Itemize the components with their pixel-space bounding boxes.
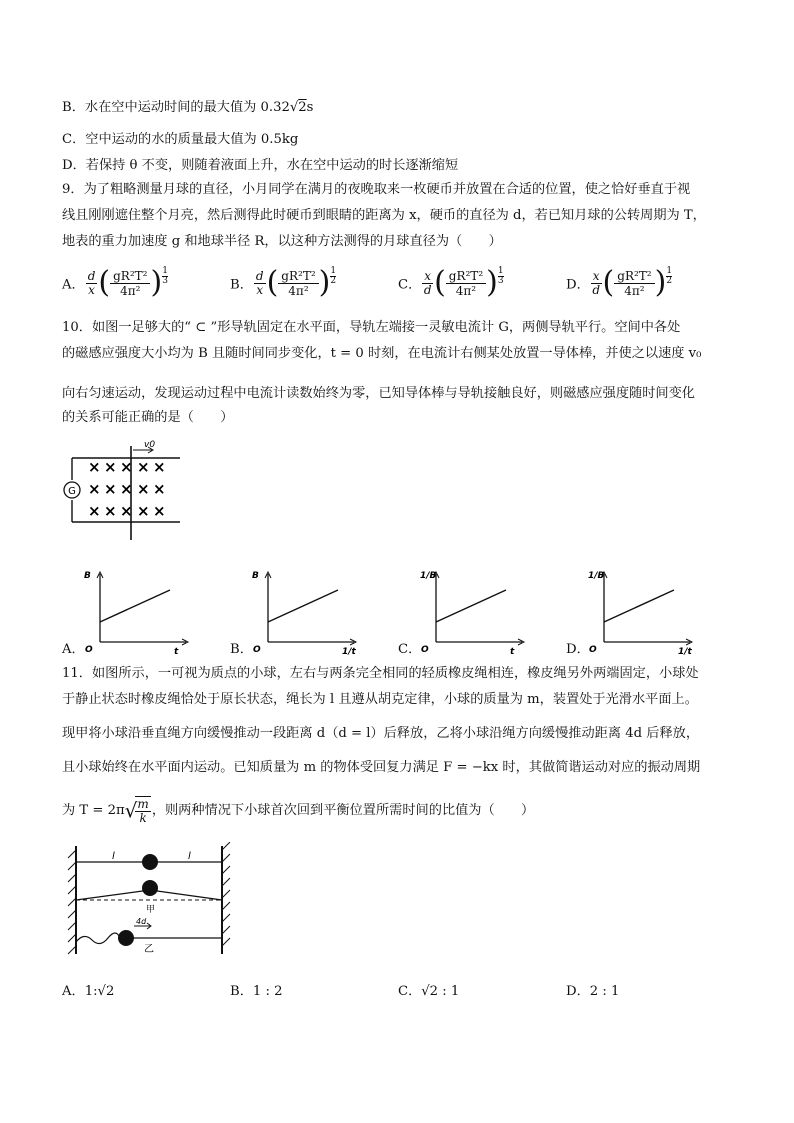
x-axis-label: 1/t xyxy=(342,647,356,656)
q10-option-label-c: C． xyxy=(398,642,422,657)
q11-option-c: C．√2 : 1 xyxy=(398,984,460,999)
q10-graph-d xyxy=(586,566,696,656)
q10-stem-line3: 向右匀速运动，发现运动过程中电流计读数始终为零，已知导体棒与导轨接触良好，则磁感应强度随时间变化 xyxy=(62,386,695,401)
svg-text:甲: 甲 xyxy=(146,905,156,915)
origin-label: O xyxy=(589,645,597,655)
svg-text:×: × xyxy=(88,502,101,520)
graph-line xyxy=(436,590,506,622)
q10-stem-line1: 10．如图一足够大的“ ⊂ ”形导轨固定在水平面，导轨左端接一灵敏电流计 G，两侧导轨平行。空间中各处 xyxy=(62,320,681,335)
svg-text:×: × xyxy=(120,458,133,476)
graph-line xyxy=(604,590,674,622)
q8-option-c: C．空中运动的水的质量最大值为 0.5kg xyxy=(62,132,299,147)
q10-option-label-b: B． xyxy=(230,642,253,657)
q11-spring-diagram xyxy=(62,842,242,960)
q8-option-d: D．若保持 θ 不变，则随着液面上升，水在空中运动的时长逐渐缩短 xyxy=(62,158,459,173)
q11-option-a: A．1:√2 xyxy=(62,984,115,999)
svg-text:l: l xyxy=(112,851,115,862)
graph-line xyxy=(268,590,338,622)
q10-graph-c xyxy=(418,566,528,656)
ball-jia xyxy=(142,880,158,896)
q10-option-label-d: D． xyxy=(566,642,590,657)
origin-label: O xyxy=(85,645,93,655)
q10-rail-diagram xyxy=(62,440,192,550)
svg-text:×: × xyxy=(137,480,150,498)
q9-option-d: D． $\frac{x}{d}$ ( $\frac{\text{gR²T²}}{\text{4π²}}$ ) $\frac{1}{2}$ xyxy=(566,265,673,300)
q11-stem-line3: 现甲将小球沿垂直绳方向缓慢推动一段距离 d（d = l）后释放，乙将小球沿绳方向缓慢推动距离 4d 后释放， xyxy=(62,726,700,741)
y-axis-label: 1/B xyxy=(588,571,605,581)
svg-text:×: × xyxy=(120,480,133,498)
y-axis-label: 1/B xyxy=(420,571,437,581)
svg-text:×: × xyxy=(120,502,133,520)
svg-text:×: × xyxy=(137,458,150,476)
x-axis-label: 1/t xyxy=(678,647,692,656)
svg-text:×: × xyxy=(104,458,117,476)
q9-stem-line2: 线且刚刚遮住整个月亮，然后测得此时硬币到眼睛的距离为 x，硬币的直径为 d，若已知月球的公转周期为 T， xyxy=(62,208,706,223)
ball-yi xyxy=(118,930,134,946)
svg-text:×: × xyxy=(153,502,166,520)
q11-option-b: B．1 : 2 xyxy=(230,984,283,999)
svg-text:×: × xyxy=(88,458,101,476)
svg-text:×: × xyxy=(104,480,117,498)
magnetic-field-crosses xyxy=(88,458,166,520)
x-axis-label: t xyxy=(174,647,179,656)
svg-text:×: × xyxy=(88,480,101,498)
q9-stem-line3: 地表的重力加速度 g 和地球半径 R，以这种方法测得的月球直径为（ ） xyxy=(62,234,502,249)
ball-equilibrium xyxy=(142,854,158,870)
svg-text:×: × xyxy=(153,458,166,476)
svg-text:×: × xyxy=(137,502,150,520)
q10-stem-line4: 的关系可能正确的是（ ） xyxy=(62,410,234,425)
origin-label: O xyxy=(421,645,429,655)
q11-stem-line5: 为 T = 2π√ $\frac{m}{k}$ ，则两种情况下小球首次回到平衡位置所需时间的比值为（ ） xyxy=(62,797,535,825)
svg-text:×: × xyxy=(104,502,117,520)
q9-option-a: A． $\frac{d}{x}$ ( $\frac{\text{gR²T²}}{\text{4π²}}$ ) $\frac{1}{3}$ xyxy=(62,265,168,300)
q9-stem-line1: 9．为了粗略测量月球的直径，小月同学在满月的夜晚取来一枚硬币并放置在合适的位置，使之恰好垂直于视 xyxy=(62,182,691,197)
galvanometer-label: G xyxy=(68,486,76,497)
x-axis-label: t xyxy=(510,647,515,656)
svg-text:l: l xyxy=(188,851,191,862)
y-axis-label: B xyxy=(252,571,259,581)
q10-graph-b xyxy=(250,566,360,656)
q8-option-b: B．水在空中运动时间的最大值为 0.32√2s xyxy=(62,100,314,115)
y-axis-label: B xyxy=(84,571,91,581)
q10-stem-line2: 的磁感应强度大小均为 B 且随时间同步变化，t = 0 时刻，在电流计右侧某处放置一导体棒，并使之以速度 v₀ xyxy=(62,346,702,361)
svg-text:乙: 乙 xyxy=(144,944,154,955)
velocity-label: v0 xyxy=(144,440,156,450)
q9-option-b: B． $\frac{d}{x}$ ( $\frac{\text{gR²T²}}{\text{4π²}}$ ) $\frac{1}{2}$ xyxy=(230,265,337,300)
origin-label: O xyxy=(253,645,261,655)
q11-stem-line1: 11．如图所示，一可视为质点的小球，左右与两条完全相同的轻质橡皮绳相连，橡皮绳另外两端固定，小球处 xyxy=(62,666,699,681)
q10-graph-a xyxy=(82,566,192,656)
q10-option-label-a: A． xyxy=(62,642,85,657)
q11-stem-line4: 且小球始终在水平面内运动。已知质量为 m 的物体受回复力满足 F = −kx 时，其做简谐运动对应的振动周期 xyxy=(62,760,701,775)
q9-option-c: C． $\frac{x}{d}$ ( $\frac{\text{gR²T²}}{\text{4π²}}$ ) $\frac{1}{3}$ xyxy=(398,265,504,300)
svg-text:×: × xyxy=(153,480,166,498)
graph-line xyxy=(100,590,170,622)
q11-stem-line2: 于静止状态时橡皮绳恰处于原长状态，绳长为 l 且遵从胡克定律，小球的质量为 m，装置处于光滑水平面上。 xyxy=(62,692,698,707)
q11-option-d: D．2 : 1 xyxy=(566,984,620,999)
svg-text:4d: 4d xyxy=(136,917,147,926)
